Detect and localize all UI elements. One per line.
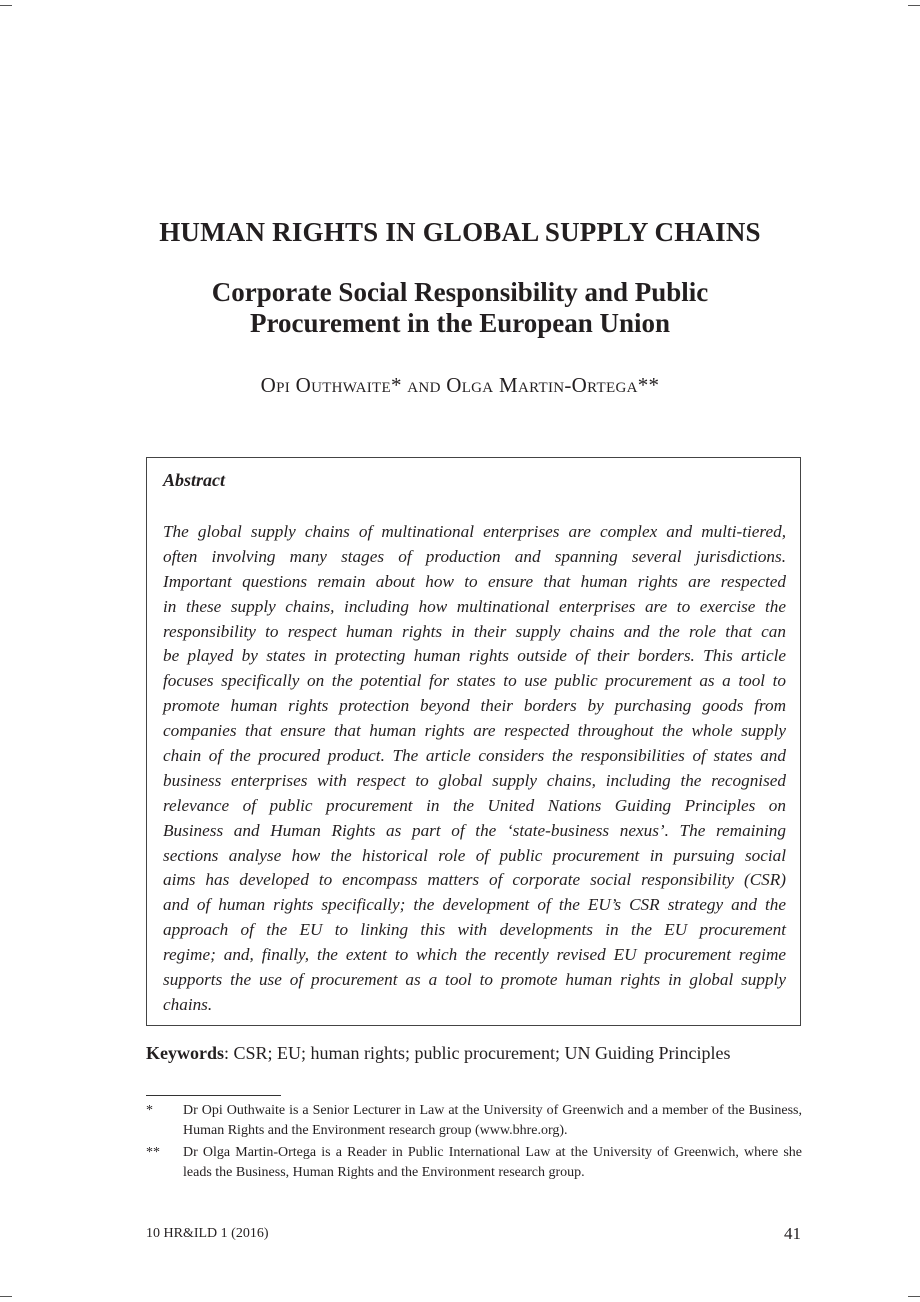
abstract-line: regime; and, finally, the extent to which the recently revised EU procurement regime (163, 945, 786, 965)
abstract-line: aims has developed to encompass matters of corporate social responsibility (CSR) (163, 870, 786, 890)
footnote-marker: * (146, 1103, 153, 1118)
article-title: HUMAN RIGHTS IN GLOBAL SUPPLY CHAINS (159, 217, 761, 247)
abstract-box (146, 457, 801, 1026)
abstract-line: business enterprises with respect to global supply chains, including the recognised (163, 770, 786, 790)
footnote-text: Dr Opi Outhwaite is a Senior Lecturer in Law at the University of Greenwich and a member of the Business, Human Rights and the Environment research group (www.bhre.org). (183, 1103, 802, 1138)
abstract-line: often involving many stages of production and spanning several jurisdictions. (163, 546, 786, 566)
journal-citation: 10 HR&ILD 1 (2016) (146, 1226, 269, 1241)
abstract-line: chains. (163, 994, 213, 1014)
abstract-line: chain of the procured product. The article considers the responsibilities of states and (163, 746, 786, 766)
footnote-1 (146, 1101, 802, 1141)
author-line: Opi Outhwaite* and Olga Martin-Ortega** (260, 373, 660, 397)
keywords-list: : CSR; EU; human rights; public procurement; UN Guiding Principles (224, 1043, 731, 1063)
footnote-2 (146, 1143, 802, 1183)
crop-mark-bottom-right (908, 1296, 920, 1297)
abstract-line: focuses specifically on the potential for states to use public procurement as a tool to (163, 671, 786, 691)
abstract-body (163, 520, 786, 1018)
article-subtitle (0, 277, 920, 339)
abstract-line: and of human rights specifically; the development of the EU’s CSR strategy and the (163, 895, 786, 915)
abstract-line: approach of the EU to linking this with developments in the EU procurement (163, 920, 786, 940)
footnote-divider (146, 1095, 281, 1096)
abstract-line: supports the use of procurement as a tool to promote human rights in global supply (163, 970, 786, 990)
abstract-line: promote human rights protection beyond their borders by purchasing goods from (163, 696, 786, 716)
abstract-line: The global supply chains of multinational enterprises are complex and multi-tiered, (163, 522, 786, 541)
abstract-line: sections analyse how the historical role of public procurement in pursuing social (163, 845, 786, 865)
subtitle-line: Corporate Social Responsibility and Public (211, 277, 709, 307)
crop-mark-top-left (0, 5, 12, 6)
abstract-line: in these supply chains, including how multinational enterprises are to exercise the (163, 596, 786, 616)
abstract-line: be played by states in protecting human rights outside of their borders. This article (163, 646, 786, 666)
abstract-line: Business and Human Rights as part of the ‘state-business nexus’. The remaining (163, 820, 786, 840)
crop-mark-top-right (908, 5, 920, 6)
abstract-heading: Abstract (163, 470, 226, 490)
page-number: 41 (784, 1224, 801, 1243)
subtitle-line: Procurement in the European Union (249, 308, 671, 338)
keywords-label: Keywords (146, 1043, 224, 1063)
abstract-line: relevance of public procurement in the United Nations Guiding Principles on (163, 795, 786, 815)
keywords (146, 1043, 730, 1064)
abstract-line: Important questions remain about how to ensure that human rights are respected (163, 571, 786, 591)
crop-mark-bottom-left (0, 1296, 12, 1297)
abstract-line: companies that ensure that human rights are respected throughout the whole supply (163, 721, 786, 741)
footnote-marker: ** (146, 1145, 160, 1160)
footnote-text: Dr Olga Martin-Ortega is a Reader in Public International Law at the University of Greenwich, where she leads the Business, Human Rights and the Environment research group. (183, 1145, 802, 1180)
abstract-line: responsibility to respect human rights in their supply chains and the role that can (163, 621, 786, 641)
